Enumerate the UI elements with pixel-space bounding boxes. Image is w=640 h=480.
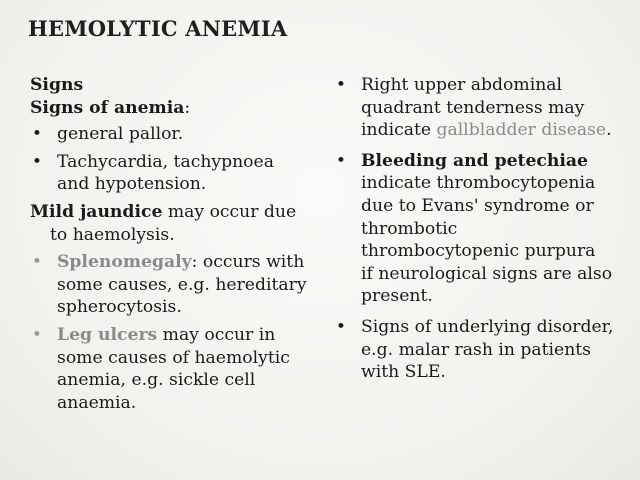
ruq-line2: quadrant tenderness may (361, 97, 585, 118)
signs-of-anemia-colon: : (184, 97, 191, 118)
bullet-icon: • (31, 124, 43, 145)
bullet-splenomegaly (30, 251, 310, 319)
bullet-icon: • (31, 324, 43, 345)
jaundice-rest: may occur due (162, 201, 297, 222)
bullet-icon: • (31, 151, 43, 172)
bullet-text-line1: Tachycardia, tachypnoea (57, 151, 274, 172)
spleno-line2: some causes, e.g. hereditary (57, 274, 307, 295)
bullet-leg-ulcers (30, 324, 310, 414)
under-line3: with SLE. (361, 362, 446, 383)
signs-heading: Signs (30, 75, 84, 95)
under-line2: e.g. malar rash in patients (361, 339, 592, 360)
bullet-underlying-disorder (334, 316, 629, 384)
bleed-line7: present. (361, 286, 433, 307)
bullet-icon: • (335, 150, 347, 171)
ruq-line3 (361, 119, 629, 142)
bullet-icon: • (335, 316, 347, 337)
bullet-icon: • (335, 75, 347, 95)
jaundice-line1 (30, 201, 310, 224)
mild-jaundice-para (30, 201, 310, 246)
bullet-general-pallor (30, 123, 310, 146)
spleno-bold: Splenomegaly (57, 252, 192, 273)
spleno-line3: spherocytosis. (57, 297, 182, 318)
ruq-line3-pre: indicate (361, 120, 437, 141)
leg-line2: some causes of haemolytic (57, 347, 290, 368)
leg-line3: anemia, e.g. sickle cell (57, 370, 256, 391)
bullet-bleeding (334, 150, 629, 308)
spleno-rest: : occurs with (191, 252, 305, 273)
bleed-line6: if neurological signs are also (361, 263, 613, 284)
bullet-text: general pallor. (57, 124, 184, 145)
signs-of-anemia-label: Signs of anemia (30, 97, 185, 118)
left-column (30, 74, 310, 414)
bullet-text-line2: and hypotension. (57, 174, 207, 195)
bleed-line3: due to Evans' syndrome or (361, 195, 594, 216)
bullet-tachycardia (30, 151, 310, 196)
bleed-line2: indicate thrombocytopenia (361, 173, 596, 194)
bullet-icon: • (31, 252, 43, 273)
leg-rest: may occur in (157, 324, 276, 345)
leg-line4: anaemia. (57, 392, 137, 413)
signs-of-anemia-heading (30, 97, 310, 120)
leg-bold: Leg ulcers (57, 324, 158, 345)
bleed-line5: thrombocytopenic purpura (361, 241, 596, 262)
right-column (334, 74, 629, 384)
slide-title: HEMOLYTIC ANEMIA (28, 16, 288, 41)
ruq-line1: Right upper abdominal (361, 75, 563, 95)
ruq-line3-post: . (606, 120, 612, 141)
spleno-line1 (57, 251, 310, 274)
jaundice-line2: to haemolysis. (50, 224, 175, 245)
leg-line1 (57, 324, 310, 347)
bleed-line4: thrombotic (361, 218, 458, 239)
bleed-bold: Bleeding and petechiae (361, 150, 588, 171)
gallbladder-highlight: gallbladder disease (436, 120, 607, 141)
bullet-ruq-tenderness (334, 74, 629, 142)
under-line1: Signs of underlying disorder, (361, 316, 614, 337)
jaundice-bold: Mild jaundice (30, 201, 163, 222)
